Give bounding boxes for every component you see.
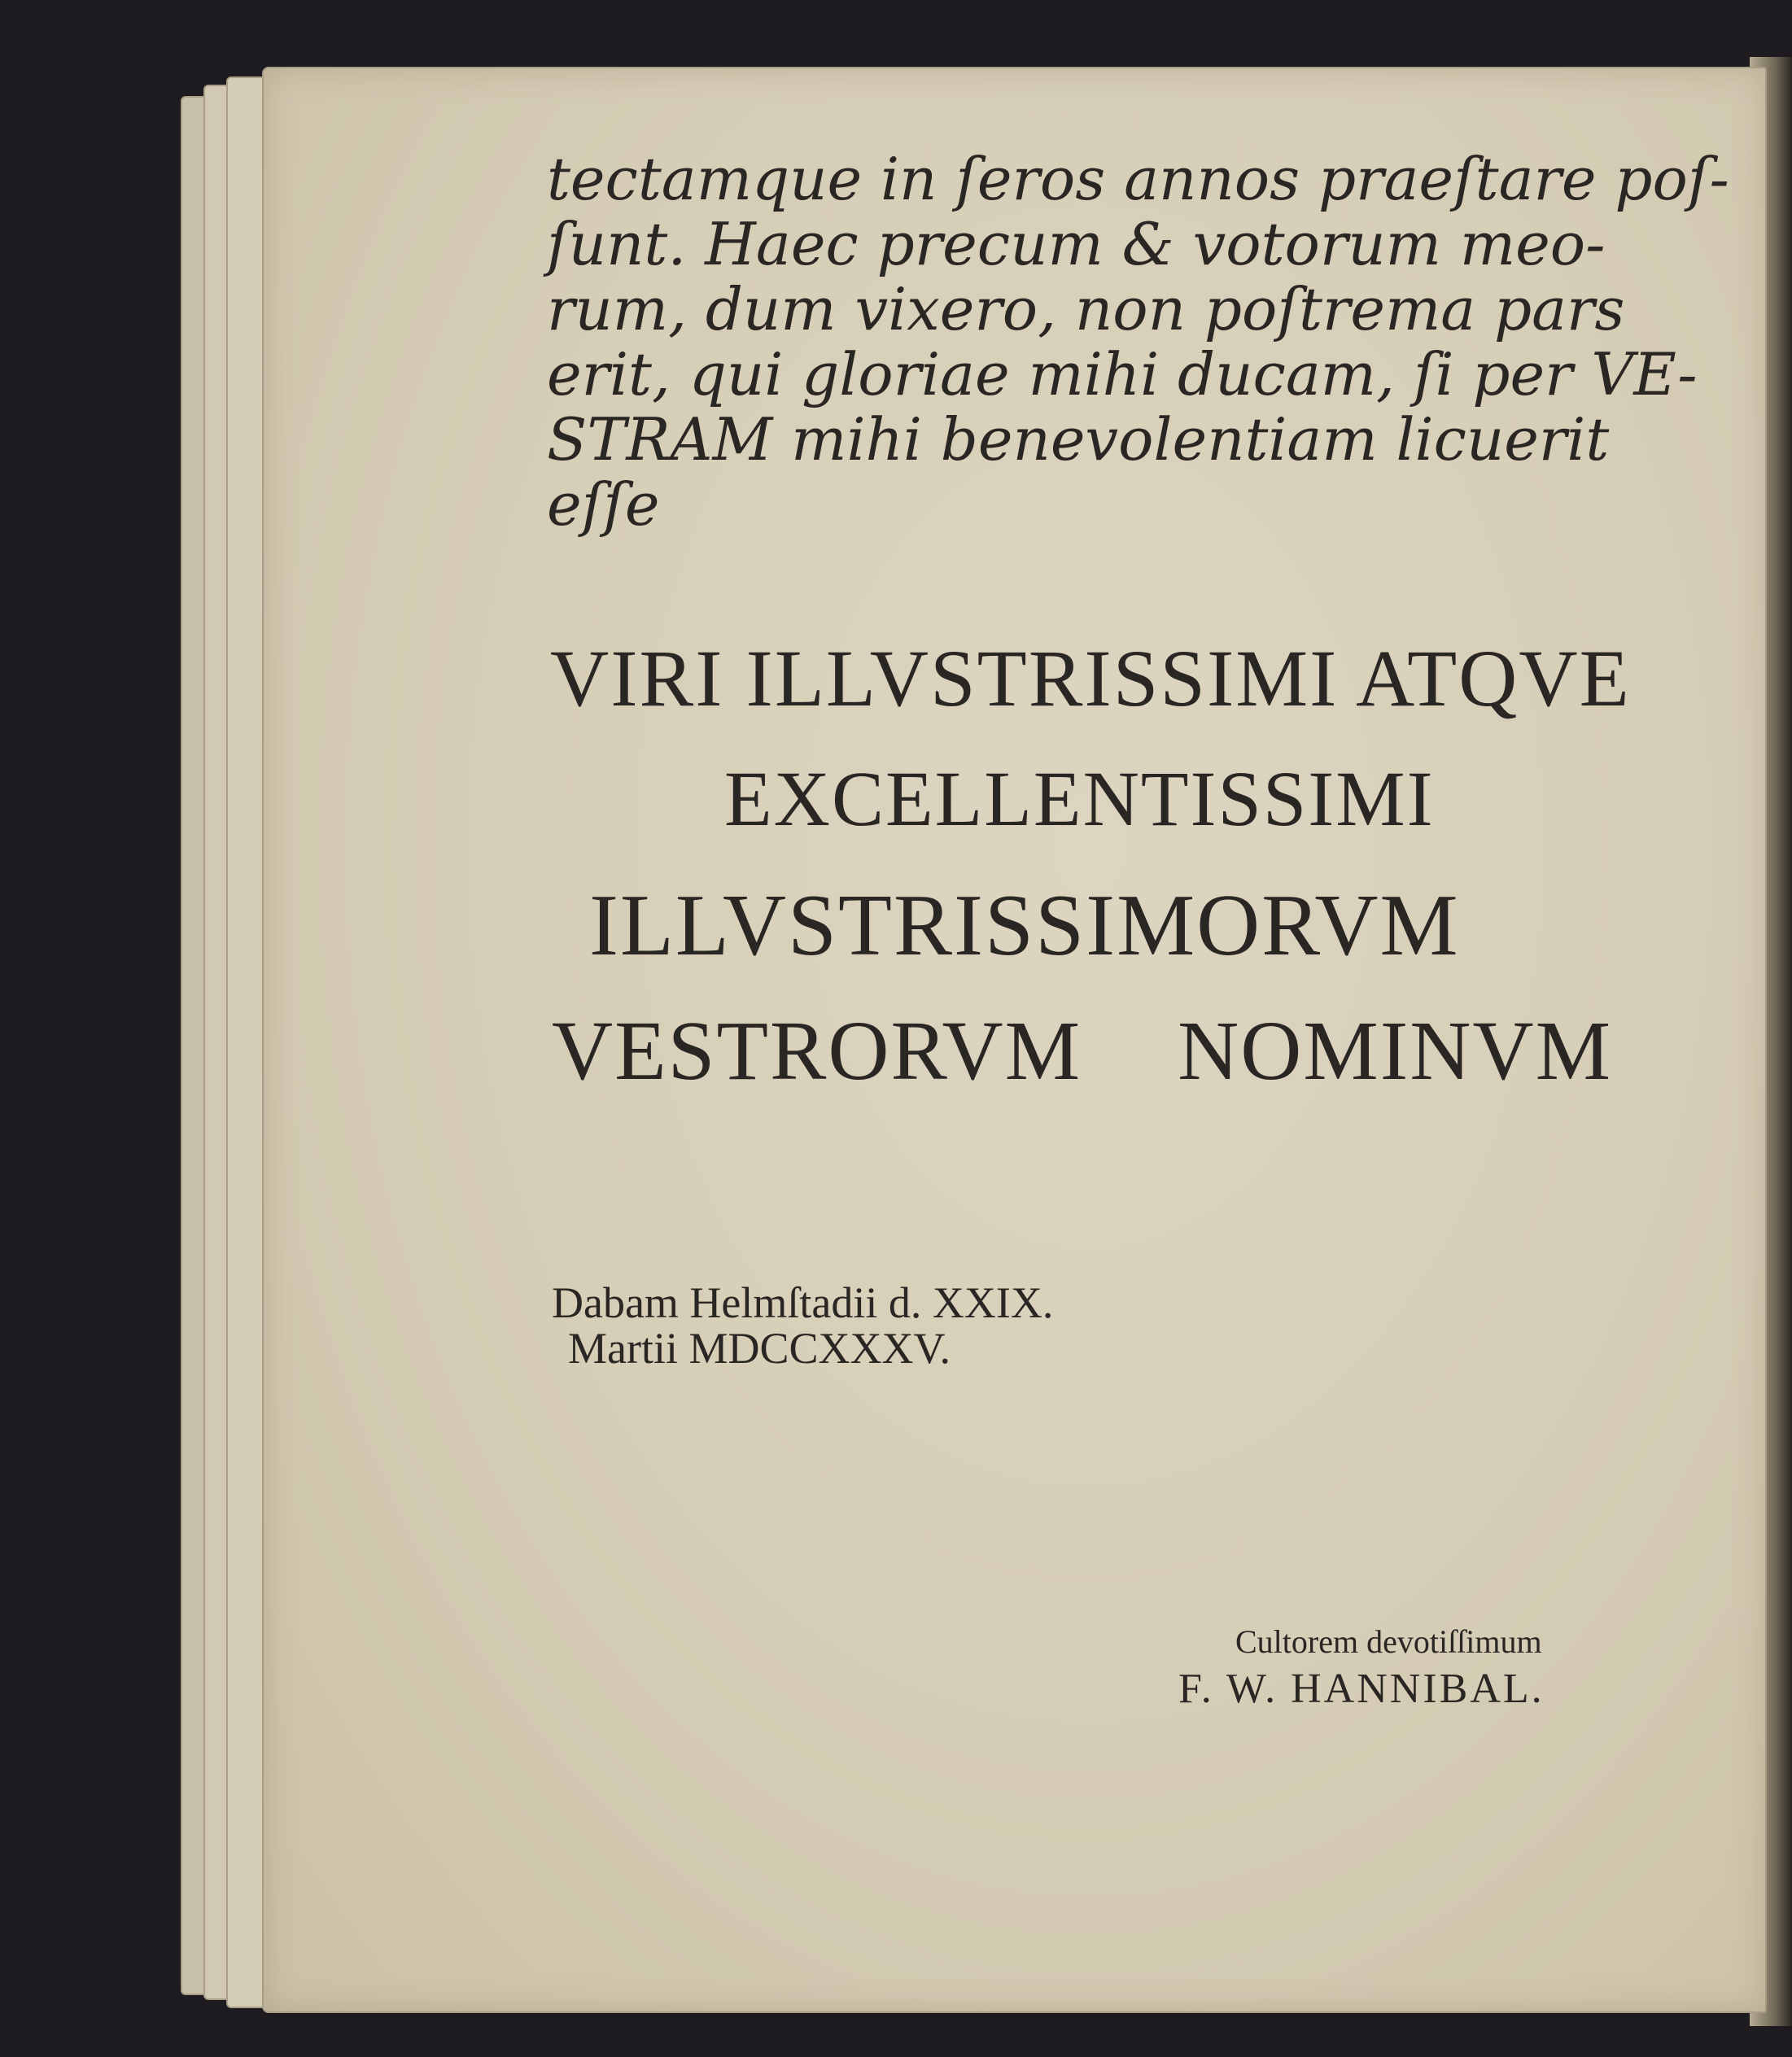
body-line: erit, qui gloriae mihi ducam, ſi per VE- — [547, 340, 1698, 408]
heading-line: ILLVSTRISSIMORVM — [589, 877, 1460, 974]
heading-line: VESTRORVM NOMINVM — [552, 1004, 1613, 1098]
dateline-line: Martii MDCCXXXV. — [568, 1324, 951, 1373]
dateline-line: Dabam Helmſtadii d. XXIX. — [552, 1278, 1054, 1327]
body-line: tectamque in ſeros annos praeſtare poſ- — [547, 145, 1729, 213]
body-line: eſſe — [547, 470, 660, 539]
book-page — [262, 67, 1767, 2013]
body-line: ſunt. Haec precum & votorum meo- — [547, 210, 1606, 278]
heading-line: EXCELLENTISSIMI — [724, 755, 1435, 842]
body-line: rum, dum vixero, non poſtrema pars — [547, 275, 1625, 343]
heading-line: VIRI ILLVSTRISSIMI ATQVE — [550, 633, 1631, 723]
body-line: STRAM mihi benevolentiam licuerit — [547, 405, 1610, 474]
signature-closing: Cultorem devotiſſimum — [1235, 1623, 1542, 1660]
signature-name: F. W. HANNIBAL. — [1178, 1666, 1545, 1712]
